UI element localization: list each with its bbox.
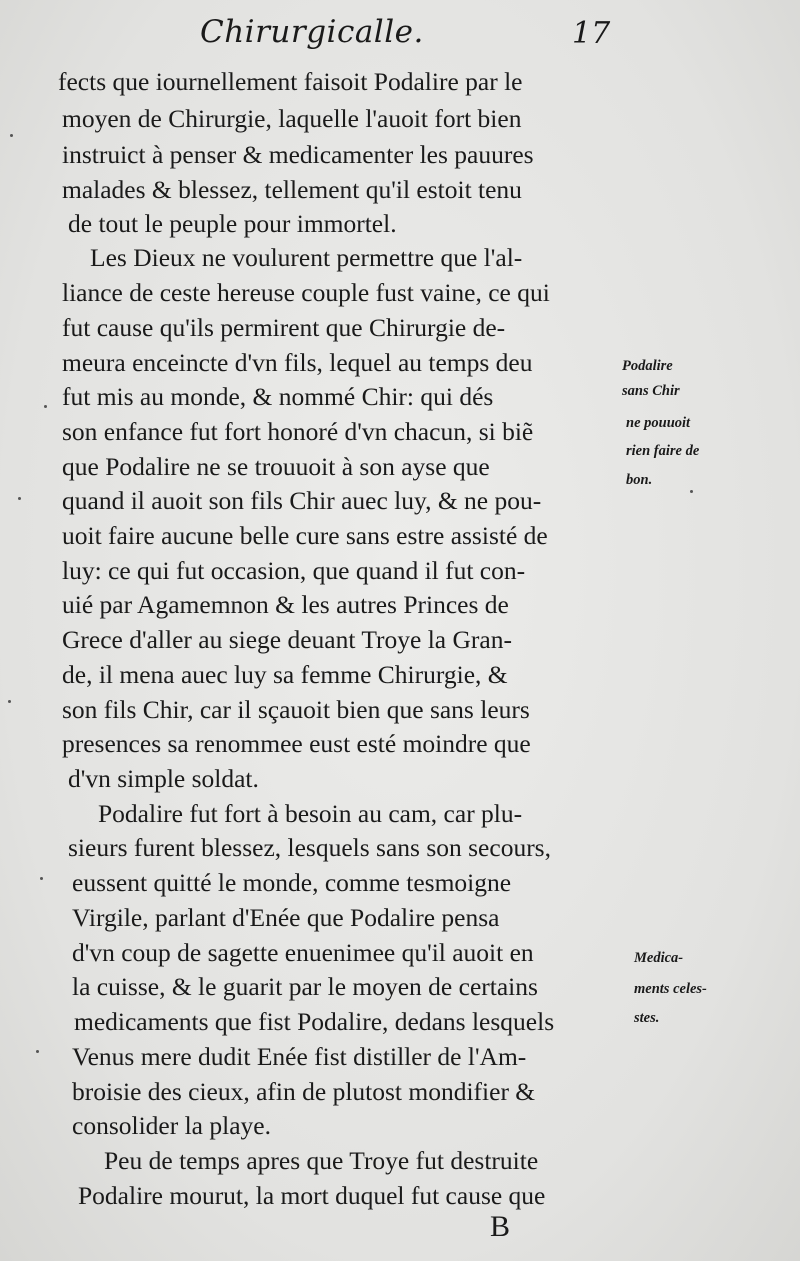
ink-speck — [40, 877, 43, 880]
text-line: liance de ceste hereuse couple fust vaine, ce qui — [62, 278, 550, 307]
page-number: 17 — [572, 16, 611, 51]
ink-speck — [10, 134, 13, 137]
text-line: Virgile, parlant d'Enée que Podalire pensa — [72, 903, 500, 932]
text-line: Venus mere dudit Enée fist distiller de l'Am- — [72, 1042, 527, 1071]
margin-note-line: Podalire — [622, 358, 673, 374]
ink-speck — [18, 497, 21, 500]
text-line: meura enceincte d'vn fils, lequel au temps deu — [62, 348, 533, 377]
text-line: fut mis au monde, & nommé Chir: qui dés — [62, 382, 494, 411]
text-line: Podalire mourut, la mort duquel fut cause que — [78, 1181, 546, 1210]
text-line: son fils Chir, car il sçauoit bien que sans leurs — [62, 695, 530, 724]
text-line: malades & blessez, tellement qu'il estoit tenu — [62, 175, 522, 204]
margin-note-line: ne pouuoit — [626, 415, 691, 431]
margin-note-line: bon. — [626, 472, 653, 488]
text-line: de, il mena auec luy sa femme Chirurgie, & — [62, 660, 508, 689]
text-line: instruict à penser & medicamenter les pauures — [62, 140, 534, 169]
text-line: fut cause qu'ils permirent que Chirurgie de- — [62, 313, 506, 342]
text-line: sieurs furent blessez, lesquels sans son secours, — [68, 833, 551, 862]
text-line: d'vn simple soldat. — [68, 764, 259, 793]
ink-speck — [36, 1050, 39, 1053]
text-line: Les Dieux ne voulurent permettre que l'al- — [90, 243, 523, 272]
text-line: medicaments que fist Podalire, dedans lesquels — [74, 1007, 555, 1036]
text-line: de tout le peuple pour immortel. — [68, 209, 397, 238]
margin-note-line: rien faire de — [626, 443, 700, 459]
margin-note-line: Medica- — [634, 950, 684, 966]
text-line: la cuisse, & le guarit par le moyen de certains — [72, 972, 538, 1001]
ink-speck — [44, 405, 47, 408]
margin-note-line: ments celes- — [634, 981, 707, 997]
text-line: luy: ce qui fut occasion, que quand il fut con- — [62, 556, 526, 585]
ink-speck — [8, 700, 11, 703]
text-line: broisie des cieux, afin de plutost mondifier & — [72, 1077, 536, 1106]
text-line: consolider la playe. — [72, 1111, 271, 1140]
text-line: quand il auoit son fils Chir auec luy, & ne pou- — [62, 486, 542, 515]
text-line: Grece d'aller au siege deuant Troye la Gran- — [62, 625, 512, 654]
text-line: Podalire fut fort à besoin au cam, car plu- — [98, 799, 523, 828]
text-line: son enfance fut fort honoré d'vn chacun, si biẽ — [62, 417, 534, 446]
text-line: Peu de temps apres que Troye fut destruite — [104, 1146, 539, 1175]
margin-note-line: stes. — [634, 1010, 660, 1026]
text-line: uié par Agamemnon & les autres Princes de — [62, 590, 509, 619]
ink-speck — [690, 490, 693, 493]
text-line: presences sa renommee eust esté moindre que — [62, 729, 531, 758]
text-line: eussent quitté le monde, comme tesmoigne — [72, 868, 512, 897]
text-line: d'vn coup de sagette enuenimee qu'il auoit en — [72, 938, 534, 967]
signature-mark: B — [490, 1210, 511, 1243]
margin-note-line: sans Chir — [622, 383, 680, 399]
text-line: fects que iournellement faisoit Podalire par le — [58, 67, 523, 96]
text-line: uoit faire aucune belle cure sans estre assisté de — [62, 521, 548, 550]
text-line: que Podalire ne se trouuoit à son ayse que — [62, 452, 490, 481]
running-title: Chirurgicalle. — [200, 14, 424, 50]
text-line: moyen de Chirurgie, laquelle l'auoit fort bien — [62, 104, 522, 133]
